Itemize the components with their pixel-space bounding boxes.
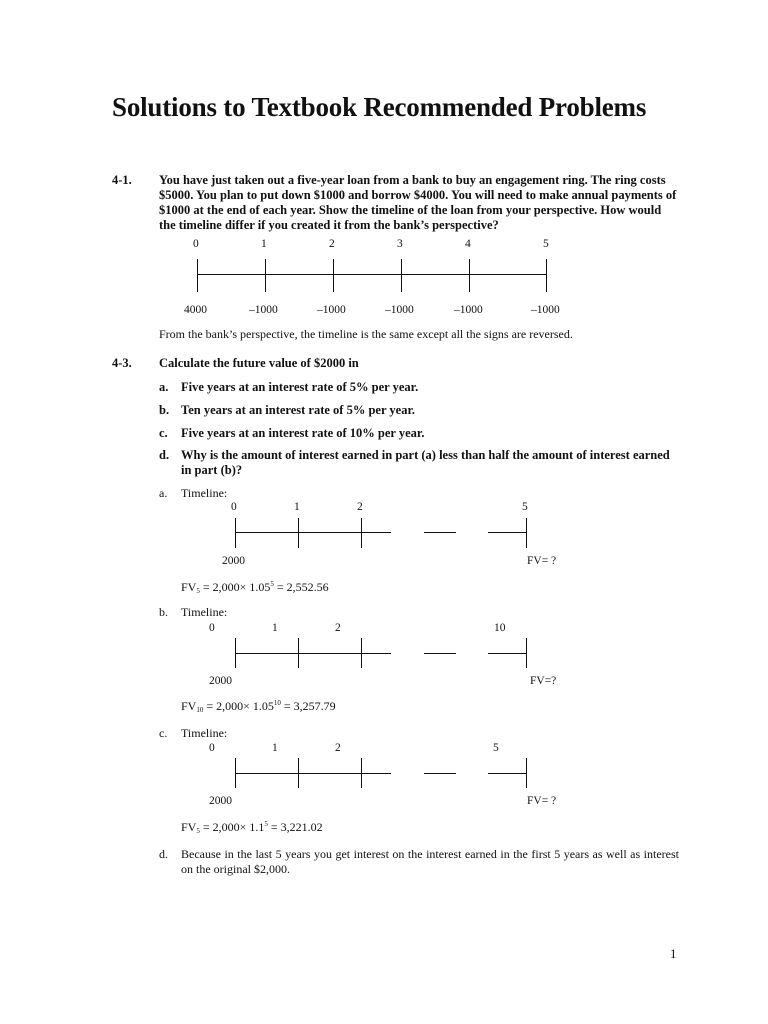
answer-d-text: Because in the last 5 years you get interest on the interest earned in the first 5 years as well as interest on the original $2,000. [181, 847, 679, 876]
timeline-period-label: 10 [494, 622, 506, 634]
fv-formula-a: $FV_5 = 2,000\times 1.05^5 = 2,552.56$ [181, 580, 329, 595]
present-value: 2000 [222, 555, 245, 567]
timeline-period-label: 5 [493, 742, 499, 754]
cashflow-value: 4000 [184, 304, 207, 316]
problem-number-4-3: 4-3. [112, 356, 132, 370]
present-value: 2000 [209, 795, 232, 807]
answer-letter: c. [159, 726, 168, 740]
timeline-period-label: 2 [329, 238, 335, 250]
part-letter: d. [159, 448, 170, 462]
part-b-text: Ten years at an interest rate of 5% per year. [181, 403, 415, 417]
future-value-label: FV= ? [527, 555, 557, 567]
timeline-period-label: 1 [294, 501, 300, 513]
part-d-text: Why is the amount of interest earned in part (a) less than half the amount of interest earned in part (b)? [181, 448, 670, 477]
cashflow-value: –1000 [531, 304, 560, 316]
timeline-period-label: 2 [357, 501, 363, 513]
timeline-label: Timeline: [181, 486, 228, 500]
cashflow-value: –1000 [454, 304, 483, 316]
page-number: 1 [670, 946, 677, 961]
future-value-label: FV= ? [527, 795, 557, 807]
problem-number-4-1: 4-1. [112, 173, 132, 187]
timeline-period-label: 2 [335, 742, 341, 754]
page-title: Solutions to Textbook Recommended Problems [112, 92, 647, 122]
timeline-period-label: 3 [397, 238, 403, 250]
problem-4-1-question: You have just taken out a five-year loan from a bank to buy an engagement ring. The ring costs $5000. You plan to put down $1000 and borrow $4000. You will need to make annual payments of $1000 at the end of each year. Show the timeline of the loan from your perspective. How would the timeline differ if you created it from the bank’s perspective? [159, 173, 677, 232]
timeline-period-label: 0 [209, 622, 215, 634]
present-value: 2000 [209, 675, 232, 687]
answer-letter: d. [159, 847, 168, 861]
future-value-label: FV=? [530, 675, 557, 687]
fv-formula-b: $FV_{10} = 2,000\times 1.05^{10} = 3,257.79$ [181, 699, 336, 714]
part-letter: b. [159, 403, 170, 417]
timeline-period-label: 0 [193, 238, 199, 250]
timeline-period-label: 5 [543, 238, 549, 250]
timeline-period-label: 2 [335, 622, 341, 634]
answer-letter: b. [159, 605, 168, 619]
part-letter: a. [159, 380, 169, 394]
timeline-label: Timeline: [181, 726, 228, 740]
timeline-period-label: 4 [465, 238, 471, 250]
timeline-period-label: 0 [231, 501, 237, 513]
answer-letter: a. [159, 486, 168, 500]
fv-formula-c: $FV_5 = 2,000\times 1.1^5 = 3,221.02$ [181, 820, 323, 835]
part-a-text: Five years at an interest rate of 5% per year. [181, 380, 419, 394]
problem-4-3-question: Calculate the future value of $2000 in [159, 356, 359, 370]
part-c-text: Five years at an interest rate of 10% per year. [181, 426, 425, 440]
timeline-label: Timeline: [181, 605, 228, 619]
part-letter: c. [159, 426, 168, 440]
bank-perspective-note: From the bank’s perspective, the timeline is the same except all the signs are reversed. [159, 327, 573, 341]
cashflow-value: –1000 [385, 304, 414, 316]
cashflow-value: –1000 [249, 304, 278, 316]
timeline-period-label: 1 [261, 238, 267, 250]
timeline-period-label: 1 [272, 622, 278, 634]
timeline-period-label: 1 [272, 742, 278, 754]
timeline-period-label: 0 [209, 742, 215, 754]
cashflow-value: –1000 [317, 304, 346, 316]
timeline-period-label: 5 [522, 501, 528, 513]
